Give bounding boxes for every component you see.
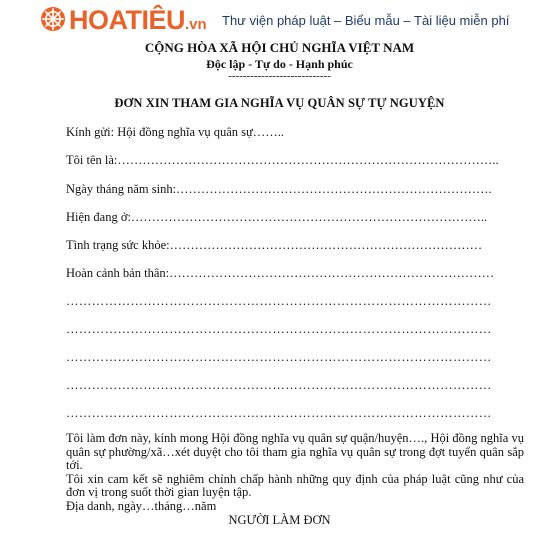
document-title: ĐƠN XIN THAM GIA NGHĨA VỤ QUÂN SỰ TỰ NGUYỆN bbox=[114, 96, 445, 110]
field-personal-circumstances: Hoàn cảnh bản thân:…………………………………………………………………… bbox=[66, 266, 495, 280]
national-title: CỘNG HÒA XÃ HỘI CHỦ NGHĨA VIỆT NAM bbox=[144, 40, 415, 55]
site-header bbox=[0, 0, 559, 42]
brand-name: HOATIÊU bbox=[69, 5, 185, 35]
blank-line: ……………………………………………………………………………………… bbox=[66, 350, 492, 364]
national-motto: Độc lập - Tự do - Hạnh phúc bbox=[206, 57, 353, 71]
blank-line: ……………………………………………………………………………………… bbox=[66, 322, 492, 336]
blank-line: ……………………………………………………………………………………… bbox=[66, 294, 492, 308]
ship-wheel-icon bbox=[40, 6, 66, 32]
motto-divider: ---------------------------- bbox=[228, 70, 331, 82]
place-date-line: Địa danh, ngày…tháng…năm bbox=[66, 498, 217, 513]
field-health-status: Tình trạng sức khỏe:………………………………………………………………… bbox=[66, 238, 483, 252]
brand-suffix: .vn bbox=[185, 16, 207, 33]
signer-label: NGƯỜI LÀM ĐƠN bbox=[228, 513, 331, 527]
request-body bbox=[66, 432, 524, 514]
blank-line: ……………………………………………………………………………………… bbox=[66, 406, 492, 420]
field-recipient: Kính gửi: Hội đồng nghĩa vụ quân sự…….. bbox=[66, 125, 285, 139]
request-paragraph: Tôi làm đơn này, kính mong Hội đồng nghĩa vụ quân sự quận/huyện…., Hội đồng nghĩa vụ quân sự phường/xã…xét duyệt cho tôi tham gia nghĩa vụ quân sự trong đợt tuyển quân sắp tới. bbox=[66, 431, 524, 473]
brand-logo[interactable] bbox=[69, 5, 207, 40]
field-full-name: Tôi tên là:……………………………………………………………………………….. bbox=[66, 153, 499, 167]
field-date-of-birth: Ngày tháng năm sinh:…………………………………………………………………. bbox=[66, 182, 492, 196]
field-current-address: Hiện đang ở:………………………………………………………………………….. bbox=[66, 210, 488, 224]
site-tagline: Thư viện pháp luật – Biểu mẫu – Tài liệu miễn phí bbox=[222, 13, 510, 28]
blank-line: ……………………………………………………………………………………… bbox=[66, 378, 492, 392]
commitment-paragraph: Tôi xin cam kết sẽ nghiêm chỉnh chấp hành những quy định của pháp luật cũng như của đơn vị trong suốt thời gian luyện tập. bbox=[66, 471, 524, 500]
